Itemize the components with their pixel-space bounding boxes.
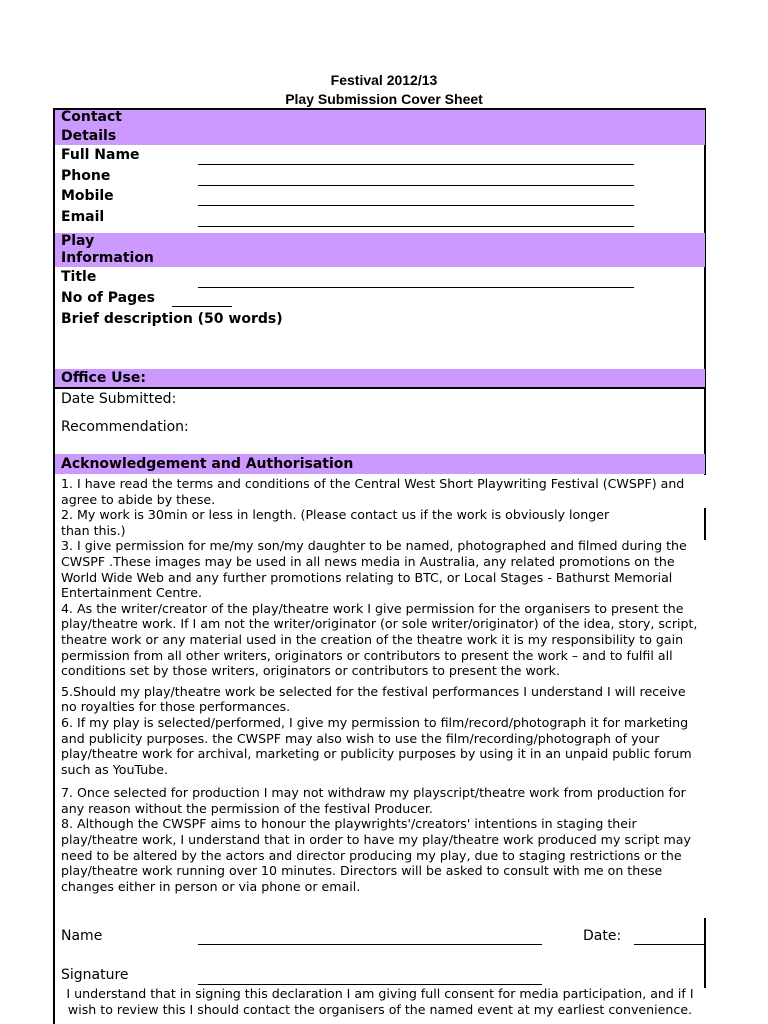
- signature-label: Signature: [61, 967, 129, 983]
- phone-field[interactable]: [198, 185, 634, 186]
- pages-field[interactable]: [172, 306, 232, 307]
- signature-field[interactable]: [198, 984, 542, 985]
- full-name-field[interactable]: [198, 164, 634, 165]
- full-name-label: Full Name: [61, 147, 140, 163]
- ack-item-5: 5.Should my play/theatre work be selected for the festival performances I understand I will receive no royalties for those performances.: [61, 683, 686, 715]
- description-label: Brief description (50 words): [61, 311, 283, 327]
- contact-heading-line1: Contact: [61, 109, 122, 125]
- date-submitted-label: Date Submitted:: [61, 391, 177, 407]
- ack-item-2: 2. My work is 30min or less in length. (Please contact us if the work is obviously longer than this.): [61, 507, 610, 538]
- office-use-heading: Office Use:: [61, 370, 146, 386]
- office-use-divider: [55, 387, 705, 389]
- play-heading-line1: Play: [61, 233, 95, 249]
- ack-item-7: 7. Once selected for production I may not withdraw my playscript/theatre work from production for any reason without the permission of the festival Producer.: [61, 785, 686, 816]
- phone-label: Phone: [61, 168, 111, 184]
- play-heading-line2: Information: [61, 250, 154, 266]
- contact-heading-line2: Details: [61, 128, 117, 144]
- recommendation-label: Recommendation:: [61, 419, 189, 435]
- form-frame-right: [704, 108, 706, 475]
- office-use-band: [55, 369, 705, 388]
- consent-statement: I understand that in signing this declaration I am giving full consent for media participation, and if I wish to review this I should contact the organisers of the named event at my earliest convenience.: [66, 986, 694, 1017]
- title-field[interactable]: [198, 287, 634, 288]
- form-title: Play Submission Cover Sheet: [285, 91, 483, 107]
- ack-item-6: 6. If my play is selected/performed, I give my permission to film/record/photograph it for marketing and publicity purposes. the CWSPF may also wish to use the film/recording/photograph of your play/theatre work for archival, marketing or publicity purposes by using it in an unpaid public forum such as YouTube.: [61, 714, 692, 777]
- ack-item-1: 1. I have read the terms and conditions of the Central West Short Playwriting Festival (CWSPF) and agree to abide by these.: [61, 476, 685, 507]
- frame-right-fragment-lower: [704, 918, 706, 988]
- name-label: Name: [61, 928, 103, 944]
- title-label: Title: [61, 269, 97, 285]
- date-label: Date:: [583, 928, 622, 944]
- email-field[interactable]: [198, 226, 634, 227]
- acknowledgement-items: [61, 476, 701, 894]
- acknowledgement-heading: Acknowledgement and Authorisation: [61, 456, 354, 472]
- date-field[interactable]: [634, 944, 704, 945]
- pages-label: No of Pages: [61, 290, 155, 306]
- contact-details-band: [55, 110, 705, 145]
- ack-item-8: 8. Although the CWSPF aims to honour the playwrights'/creators' intentions in staging their play/theatre work, I understand that in order to have my play/theatre work produced my script may need to be altered by the actors and director producing my play, due to staging restrictions or the play/theatre work running over 10 minutes. Directors will be asked to consult with me on these changes either in person or via phone or email.: [61, 816, 691, 894]
- frame-right-fragment: [704, 508, 706, 540]
- mobile-field[interactable]: [198, 205, 634, 206]
- ack-item-4: 4. As the writer/creator of the play/theatre work I give permission for the organisers to present the play/theatre work. If I am not the writer/originator (or sole writer/originator) of the idea, story, script, theatre work or any material used in the creation of the theatre work it is my responsibility to gain permission from all other writers, originators or contributors to present the work – and to fulfil all conditions set by those writers, originators or contributors to present the work.: [61, 600, 698, 679]
- ack-item-3: 3. I give permission for me/my son/my daughter to be named, photographed and filmed during the CWSPF .These images may be used in all news media in Australia, any related promotions on the World Wide Web and any further promotions relating to BTC, or Local Stages - Bathurst Memorial Entertainment Centre.: [61, 538, 687, 601]
- name-field[interactable]: [198, 944, 542, 945]
- form-festival-title: Festival 2012/13: [330, 72, 438, 88]
- mobile-label: Mobile: [61, 188, 114, 204]
- email-label: Email: [61, 209, 105, 225]
